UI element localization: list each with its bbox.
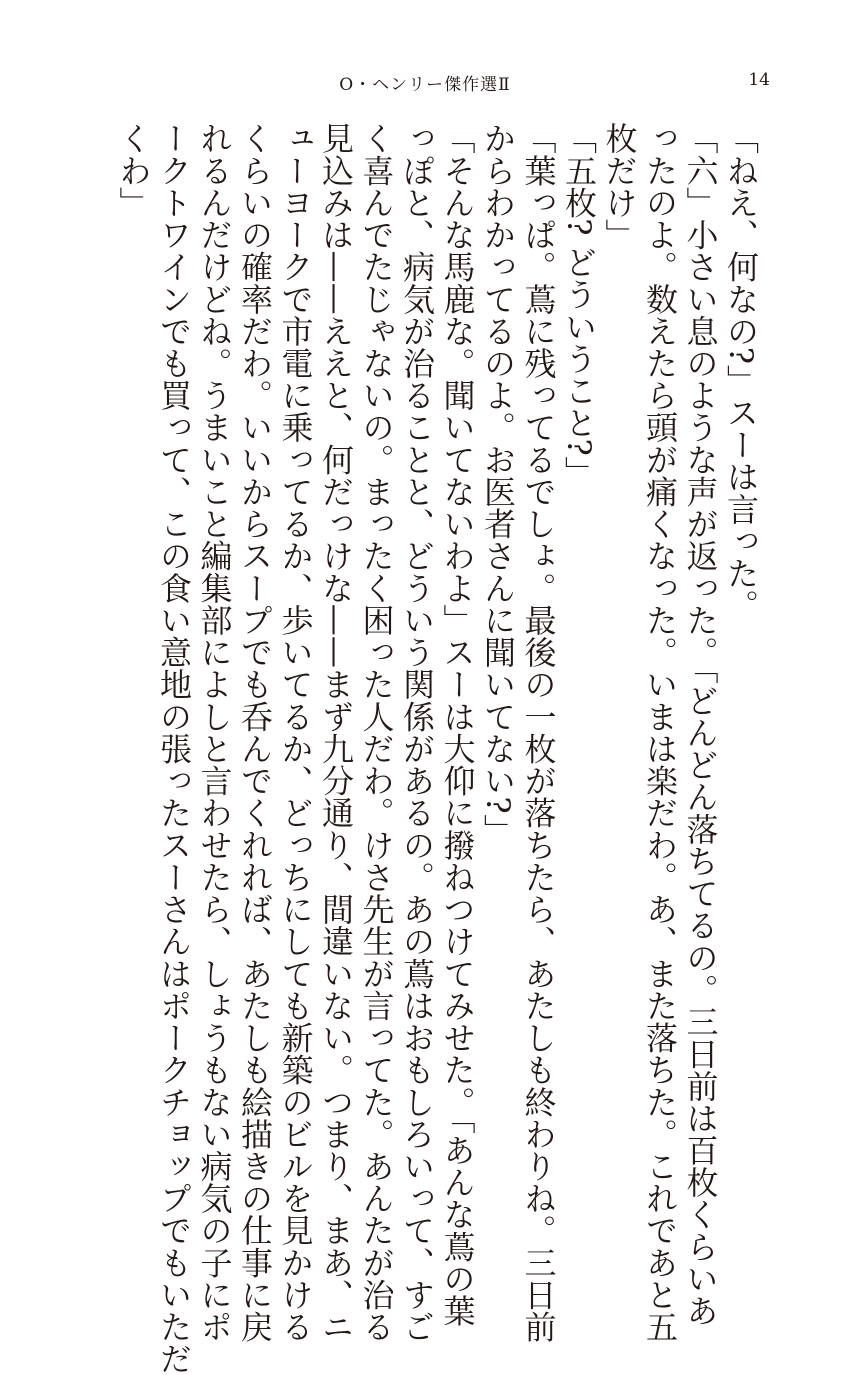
- text-line: 「五枚? どういうこと?」: [560, 122, 598, 489]
- text-line: ューヨークで市電に乗ってるか、歩いてるか、どっちにしても新築のビルを見かける: [276, 122, 315, 1343]
- text-line: 「ねえ、何なの?」スーは言った。: [722, 122, 760, 622]
- text-line: 「六」小さい息のような声が返った。「どんどん落ちてるの。三日前は百枚くらいあ: [681, 122, 720, 1327]
- text-line: ったのよ。数えたら頭が痛くなった。いまは楽だわ。あ、また落ちた。これであと五: [641, 122, 679, 1343]
- text-line: くわ」: [114, 122, 153, 219]
- running-header-title: O・ヘンリー傑作選Ⅱ: [339, 75, 511, 95]
- text-line: からわかってるのよ。お医者さんに聞いてない?」: [479, 122, 517, 846]
- text-line: く喜んでたじゃないの。まったく困った人だわ。けさ先生が言ってた。あんたが治る: [357, 122, 396, 1343]
- text-line: ークトワインでも買って、この食い意地の張ったスーさんはポークチョップでもいただ: [155, 122, 193, 1375]
- text-line: れるんだけどね。うまいこと編集部によしと言わせたら、しょうもない病気の子にポ: [195, 122, 234, 1343]
- text-line: 「葉っぱ。蔦に残ってるでしょ。最後の一枚が落ちたら、あたしも終わりね。三日前: [519, 122, 558, 1343]
- body-text: [113, 122, 761, 1375]
- text-line: くらいの確率だわ。いいからスープでも呑んでくれれば、あたしも絵描きの仕事に戻: [236, 122, 274, 1343]
- text-line: 枚だけ」: [600, 122, 639, 251]
- text-line: 「そんな馬鹿な。聞いてないわよ」スーは大仰に撥ねつけてみせた。「あんな蔦の葉: [438, 122, 477, 1327]
- page-number: 14: [748, 70, 770, 90]
- text-line: 見込みは——ええと、何だっけな——まず九分通り、間違いない。つまり、まあ、ニ: [317, 122, 355, 1343]
- text-line: っぽと、病気が治ることと、どういう関係があるの。あの蔦はおもしろいって、すご: [398, 122, 436, 1343]
